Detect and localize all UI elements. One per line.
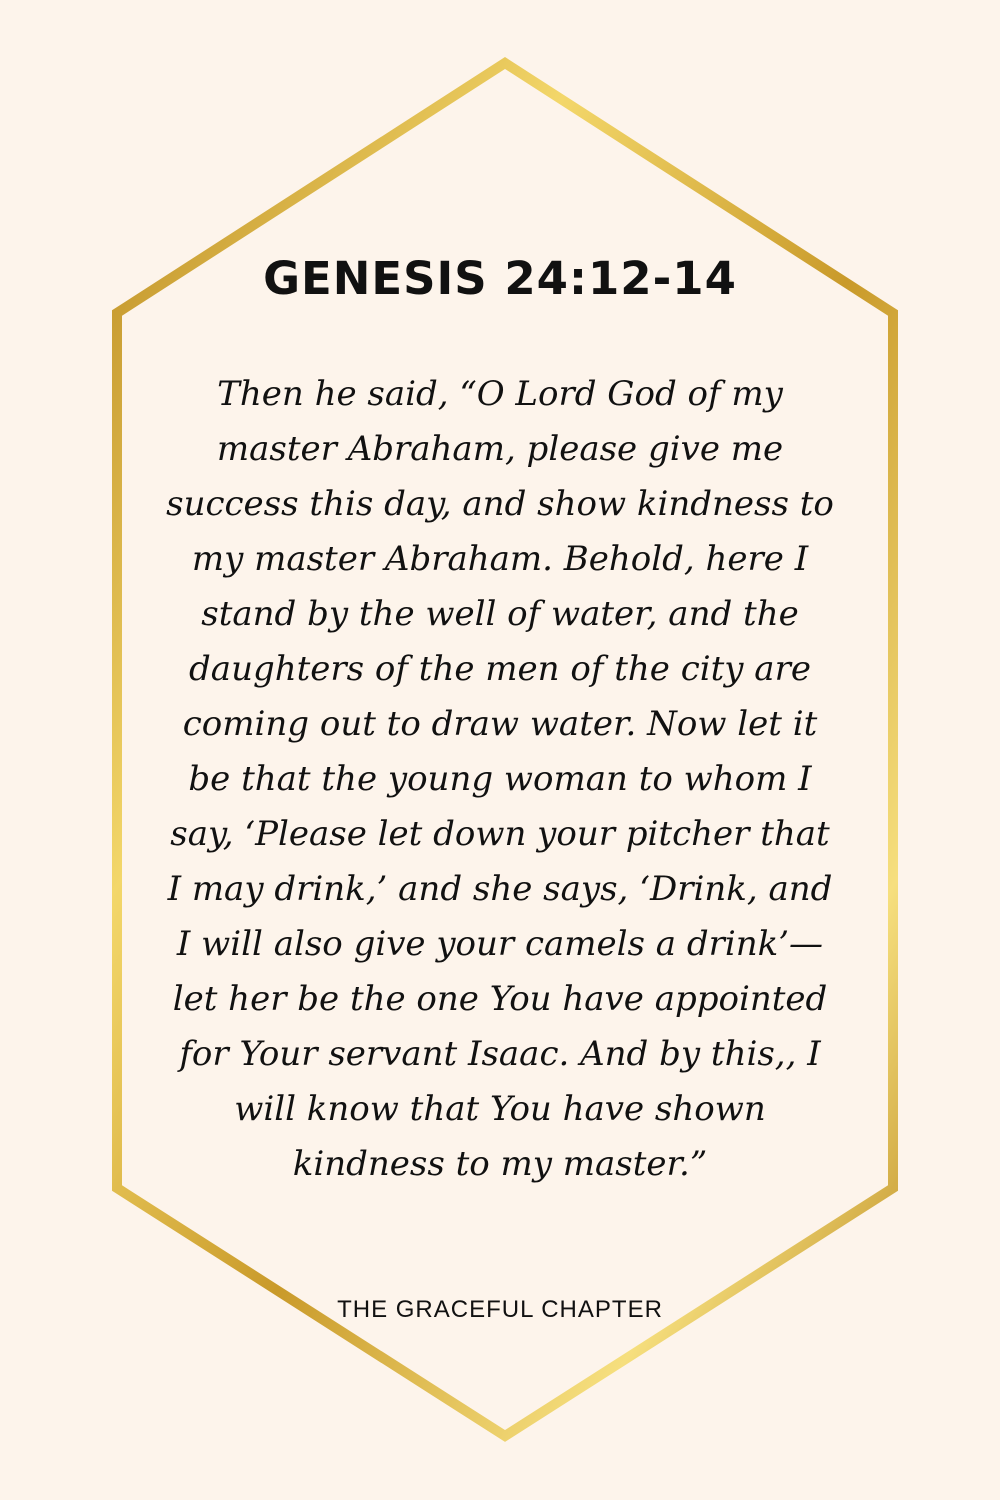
verse-text: Then he said, “O Lord God of my master Abraham, please give me success this day, and show kindness to my master Abraham. Behold, here I stand by the well of water, and the daughters of the men of the city are coming out to draw water. Now let it be that the young woman to whom I say, ‘Please let down your pitcher that I may drink,’ and she says, ‘Drink, and I will also give your camels a drink’—let her be the one You have appointed for Your servant Isaac. And by this,, I will know that You have shown kindness to my master.”: [166, 374, 834, 1184]
brand-footer: THE GRACEFUL CHAPTER: [337, 1296, 663, 1323]
verse-reference-title: GENESIS 24:12-14: [263, 252, 737, 305]
